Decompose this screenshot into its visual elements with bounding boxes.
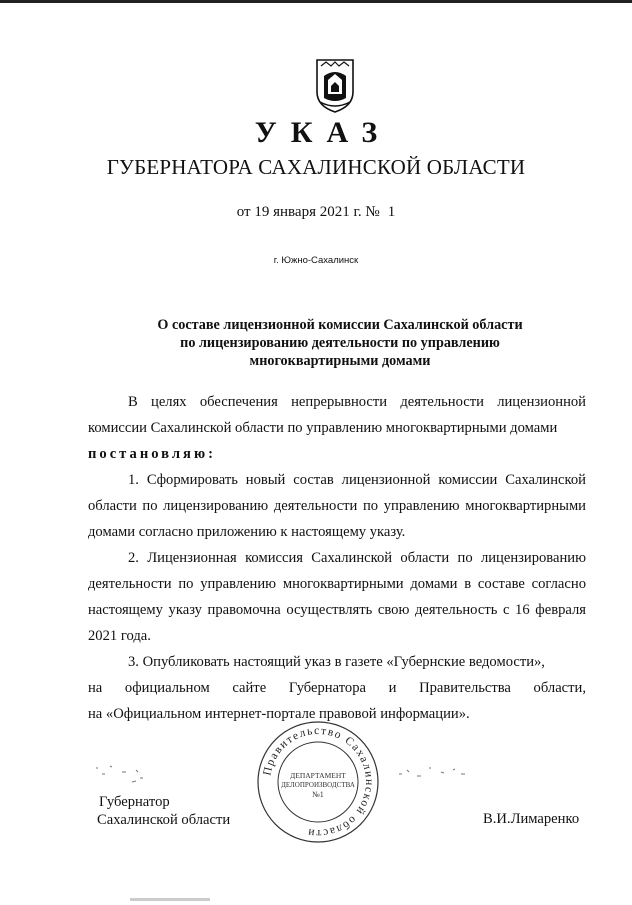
stamp-center-line-1: ДЕПАРТАМЕНТ [290, 771, 346, 780]
stamp-ring-text: Правительство Сахалинской области [261, 724, 376, 840]
item-paragraph-2: 2. Лицензионная комиссия Сахалинской области по лицензированию деятельности по управлению многоквартирными домами в составе согласно настоящему указу правомочна осуществлять свою деятельность с 16 февраля 2021 года. [88, 550, 586, 644]
decree-number: 1 [387, 204, 396, 220]
item-paragraph-3: 3. Опубликовать настоящий указ в газете «Губернские ведомости», [128, 654, 545, 670]
decree-word-paragraph [88, 441, 586, 467]
decree-word: постановляю: [88, 446, 216, 462]
item-paragraph-3-line-2: на официальном сайте Губернатора и Правительства области, [88, 680, 586, 696]
official-stamp [256, 720, 380, 844]
stamp-center-line-3: №1 [312, 790, 324, 799]
page-top-border [0, 0, 632, 3]
city-line: г. Южно-Сахалинск [273, 255, 359, 266]
scan-artifact [130, 898, 210, 901]
document-subtitle: ГУБЕРНАТОРА САХАЛИНСКОЙ ОБЛАСТИ [106, 155, 526, 179]
decree-body [88, 389, 586, 727]
signature-mark-left [92, 760, 162, 790]
heading-line: многоквартирными домами [249, 353, 431, 369]
heading-line: по лицензированию деятельности по управлению [180, 335, 500, 351]
date-text: от 19 января 2021 г. № [236, 204, 380, 220]
coat-of-arms-icon [314, 58, 356, 114]
date-line [0, 204, 632, 221]
signer-title-line-2: Сахалинской области [97, 812, 231, 828]
signer-name: В.И.Лимаренко [483, 811, 580, 827]
item-paragraph-1: 1. Сформировать новый состав лицензионной комиссии Сахалинской области по лицензированию деятельности по управлению многоквартирными домами согласно приложению к настоящему указу. [88, 472, 586, 540]
signer-title [97, 793, 230, 829]
item-paragraph-3-line-3: на «Официальном интернет-портале правовой информации». [88, 706, 470, 722]
preamble-paragraph: В целях обеспечения непрерывности деятельности лицензионной комиссии Сахалинской области по управлению многоквартирными домами [88, 394, 586, 436]
signer-title-line-1: Губернатор [99, 794, 170, 810]
signature-mark-right [395, 760, 475, 790]
decree-heading [100, 316, 580, 370]
document-title: УКАЗ [254, 116, 392, 149]
heading-line: О составе лицензионной комиссии Сахалинской области [157, 317, 523, 333]
stamp-center-line-2: ДЕЛОПРОИЗВОДСТВА [281, 781, 355, 789]
